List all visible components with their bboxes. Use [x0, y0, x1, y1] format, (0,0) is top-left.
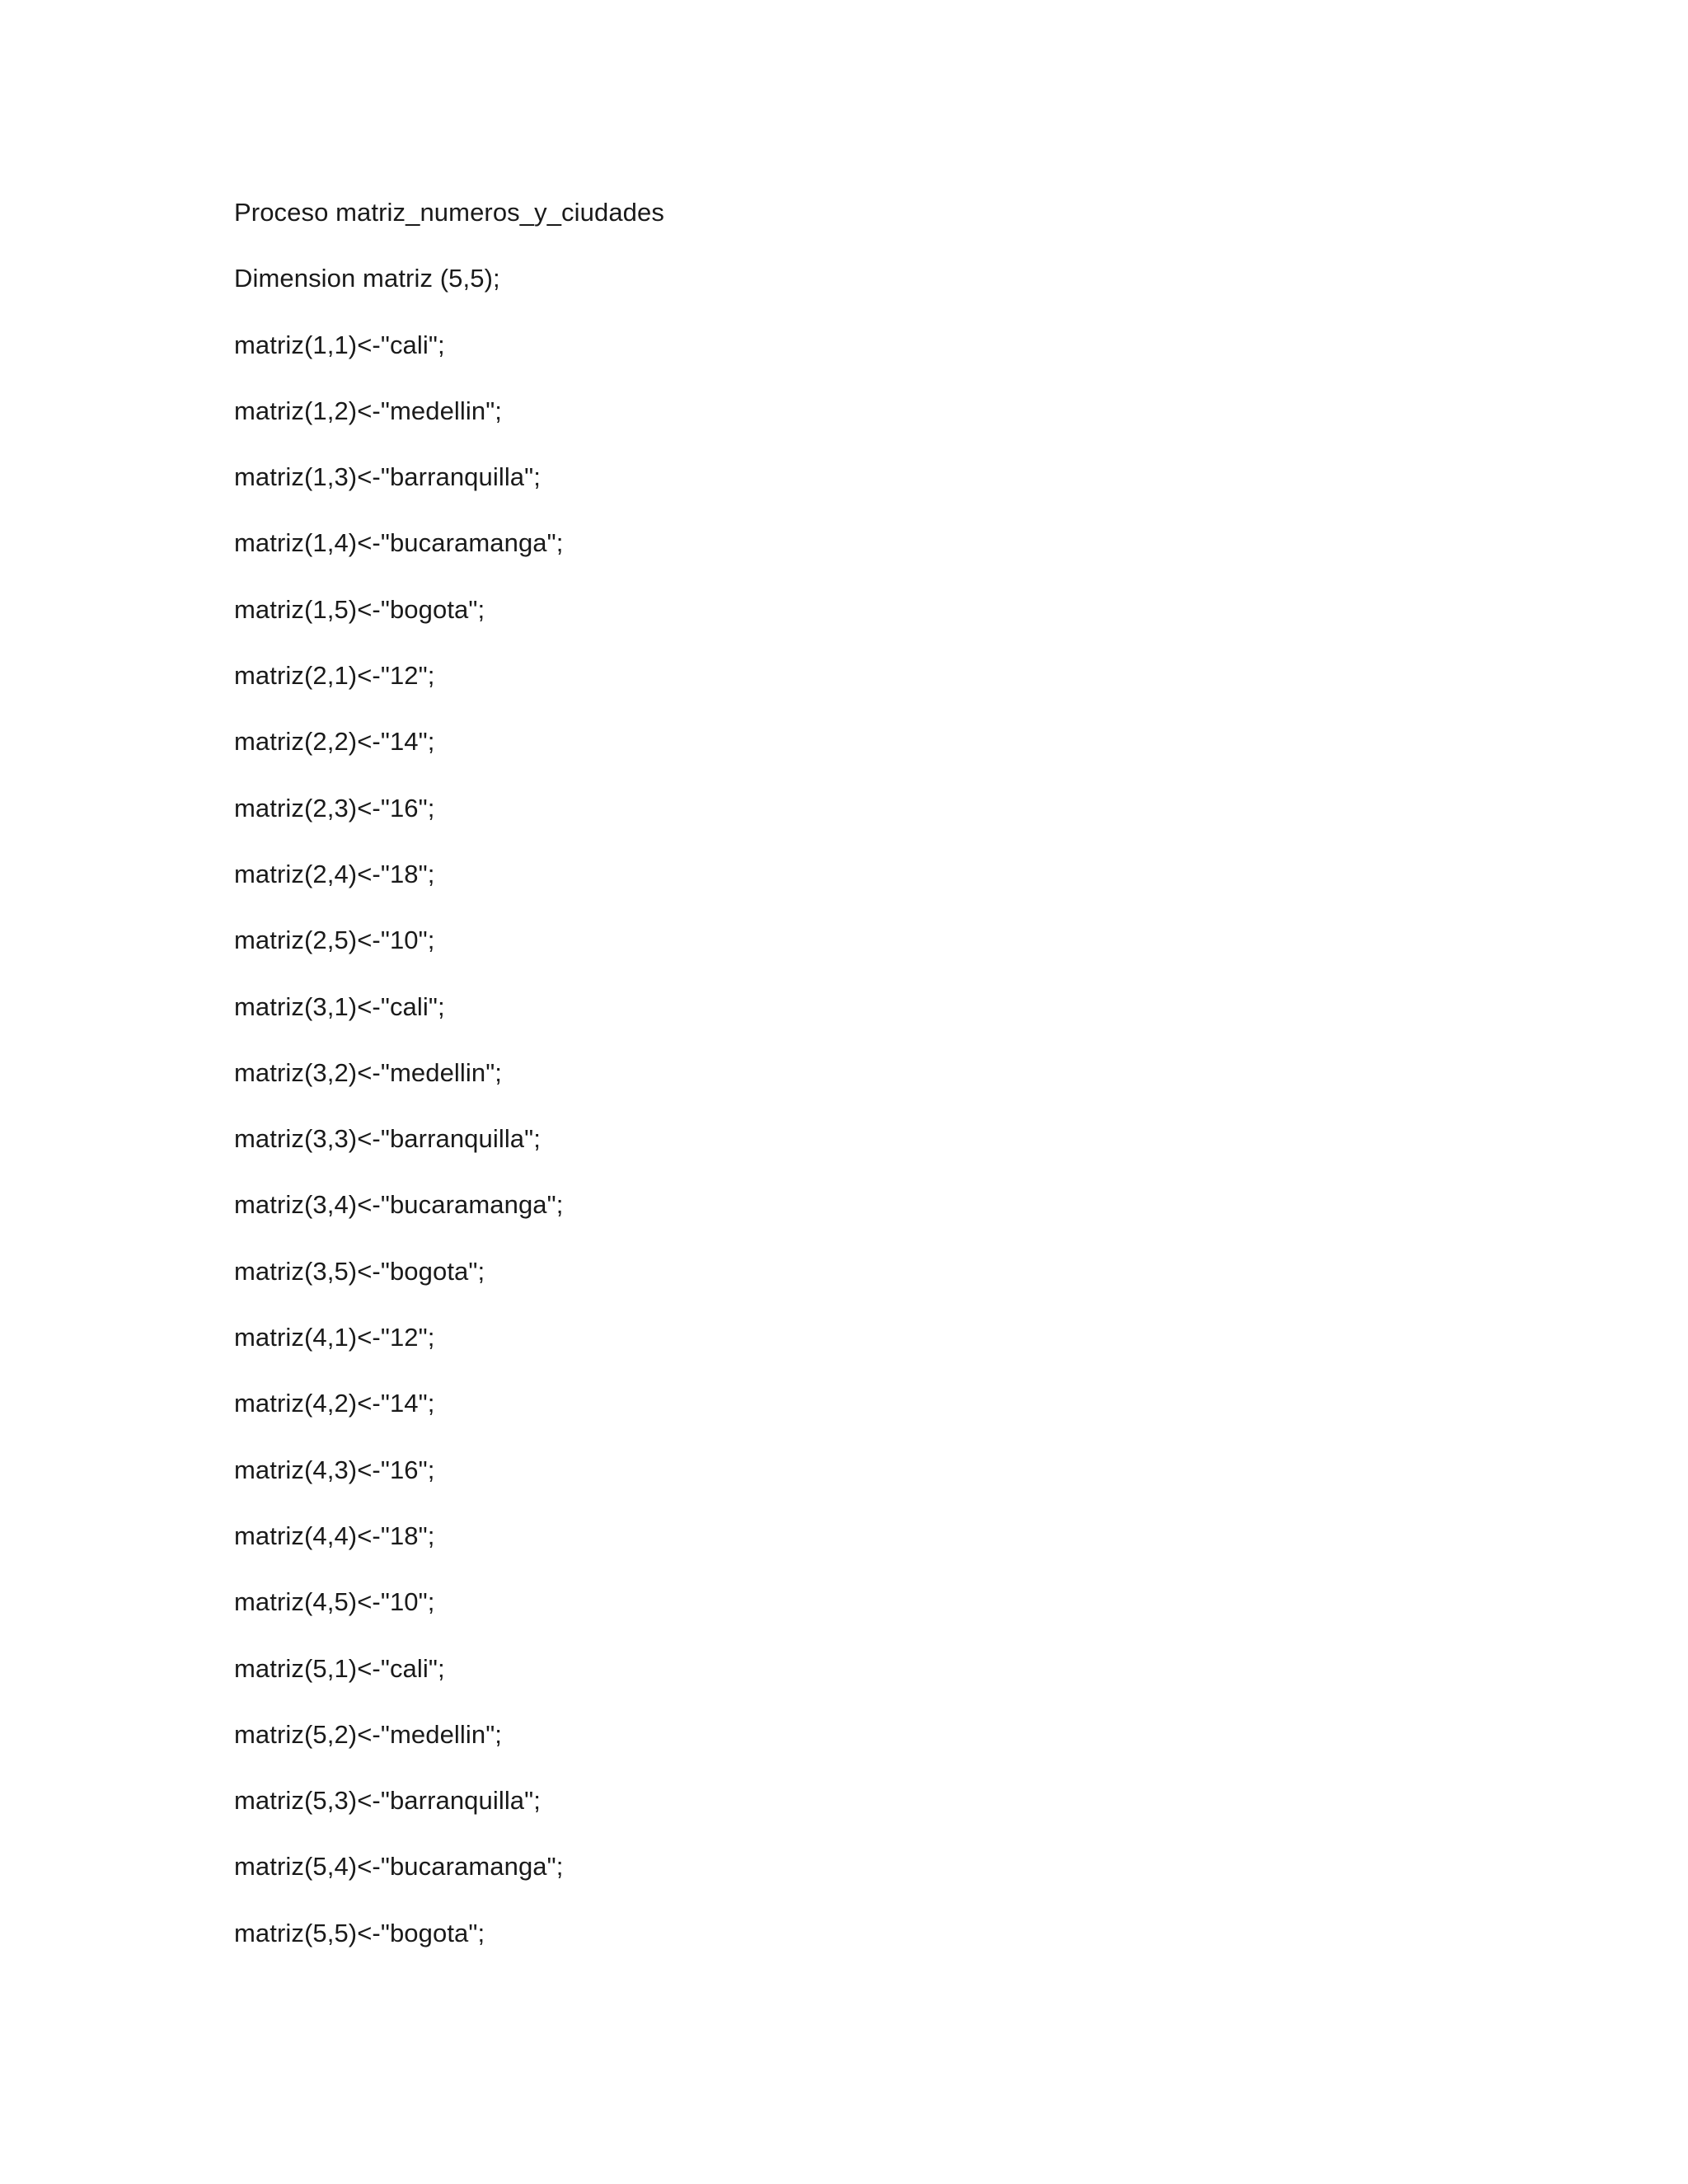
- assignment-line: matriz(4,1)<-"12";: [234, 1323, 435, 1352]
- assignment-line: matriz(3,4)<-"bucaramanga";: [234, 1190, 564, 1220]
- assignment-line: matriz(5,3)<-"barranquilla";: [234, 1786, 541, 1816]
- assignment-line: matriz(3,1)<-"cali";: [234, 991, 445, 1021]
- assignment-line: matriz(2,2)<-"14";: [234, 727, 435, 757]
- assignment-line: matriz(2,3)<-"16";: [234, 793, 435, 823]
- assignment-line: matriz(1,2)<-"medellin";: [234, 396, 503, 425]
- assignment-line: matriz(1,3)<-"barranquilla";: [234, 462, 541, 492]
- assignment-line: matriz(4,4)<-"18";: [234, 1521, 435, 1550]
- assignment-line: matriz(1,5)<-"bogota";: [234, 594, 485, 624]
- assignment-line: matriz(1,1)<-"cali";: [234, 330, 445, 359]
- assignment-line: matriz(5,2)<-"medellin";: [234, 1719, 503, 1749]
- assignment-line: matriz(3,2)<-"medellin";: [234, 1057, 503, 1087]
- assignment-line: matriz(4,5)<-"10";: [234, 1587, 435, 1617]
- assignment-line: matriz(3,3)<-"barranquilla";: [234, 1124, 541, 1154]
- assignment-line: matriz(4,2)<-"14";: [234, 1389, 435, 1418]
- document-body: [234, 191, 1470, 1978]
- assignment-line: matriz(4,3)<-"16";: [234, 1455, 435, 1484]
- assignment-line: matriz(5,5)<-"bogota";: [234, 1918, 485, 1947]
- assignment-line: matriz(2,4)<-"18";: [234, 859, 435, 888]
- assignment-line: matriz(3,5)<-"bogota";: [234, 1256, 485, 1286]
- dimension-declaration-line: Dimension matriz (5,5);: [234, 264, 500, 293]
- assignment-line: matriz(2,5)<-"10";: [234, 926, 435, 955]
- process-header-line: Proceso matriz_numeros_y_ciudades: [234, 198, 664, 227]
- assignment-line: matriz(5,1)<-"cali";: [234, 1653, 445, 1683]
- assignment-line: matriz(1,4)<-"bucaramanga";: [234, 528, 564, 558]
- assignment-line: matriz(5,4)<-"bucaramanga";: [234, 1852, 564, 1882]
- assignment-line: matriz(2,1)<-"12";: [234, 661, 435, 691]
